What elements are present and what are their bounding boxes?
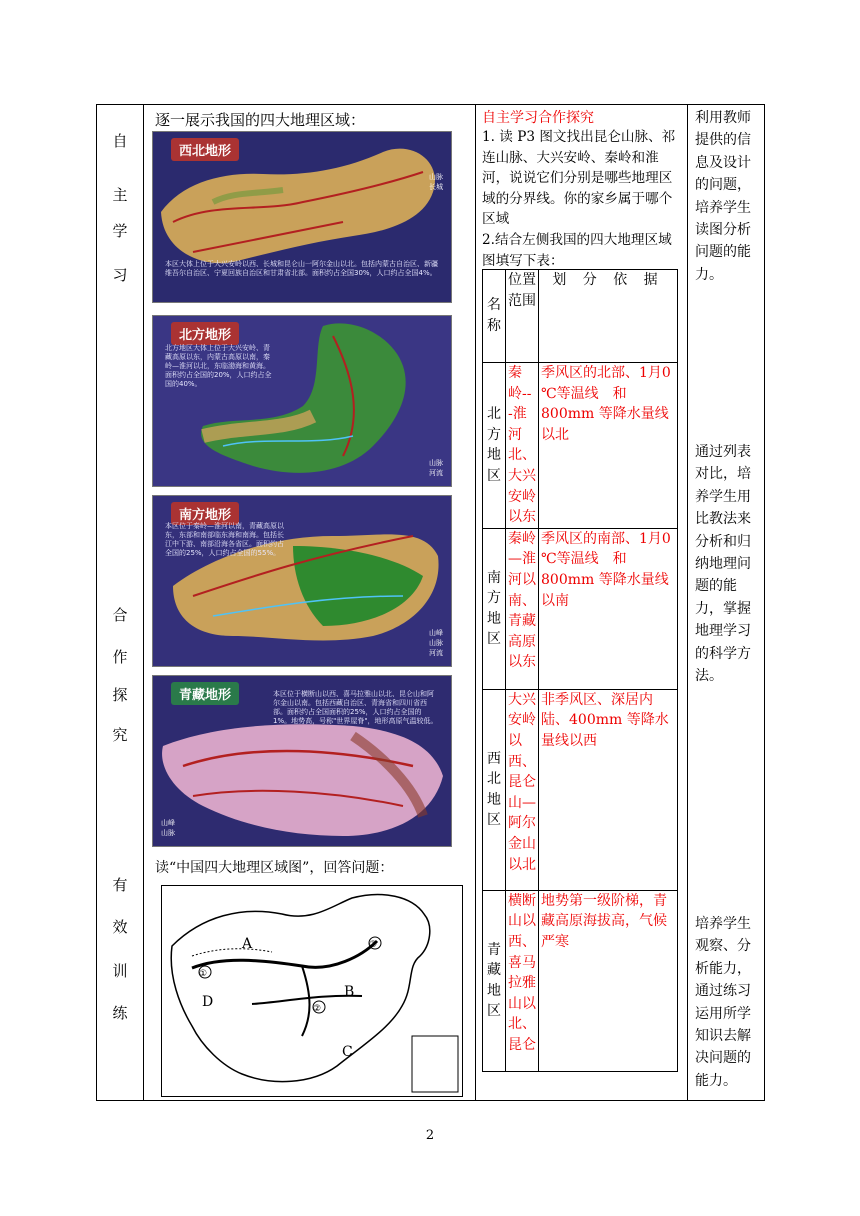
page-number: 2 — [425, 1128, 435, 1143]
table-header-row — [483, 270, 678, 363]
region-basis: 地势第一级阶梯，青藏高原海拔高，气候严寒 — [539, 890, 678, 1071]
regions-table — [482, 269, 678, 1072]
region-name: 青藏地区 — [483, 890, 506, 1071]
qinghai-tibet-map — [152, 675, 452, 847]
region-position: 秦岭---淮河北、大兴安岭以东 — [506, 363, 539, 529]
region-position: 大兴安岭以西、昆仑山—阿尔金山以北 — [506, 689, 539, 890]
north-map-caption: 北方地区大体上位于大兴安岭、青藏高原以东，内蒙古高原以南，秦岭—淮河以北，东临渤海和黄海。面积约占全国的20%，人口约占全国的40%。 — [165, 344, 272, 388]
qinghai-tibet-map-title: 青藏地形 — [171, 682, 239, 705]
side-label: 探 — [112, 686, 128, 704]
intent-note-2: 通过列表对比，培养学生用比教法来分析和归纳地理问题的能力，掌握地理学习的科学方法。 — [695, 444, 751, 685]
sketch-label-c: C — [342, 1044, 353, 1060]
table-row — [483, 528, 678, 689]
side-label: 作 — [112, 648, 128, 666]
lesson-table — [96, 104, 765, 1101]
region-basis: 季风区的南部、1月0 ℃等温线 和 800mm 等降水量线以南 — [539, 528, 678, 689]
north-map-title: 北方地形 — [171, 322, 239, 345]
side-label: 练 — [112, 1004, 128, 1022]
regions-outline — [162, 886, 462, 1096]
sketch-marker-2: ② — [313, 1004, 322, 1014]
north-map-legend: 山脉 河流 — [429, 459, 443, 477]
column-divider — [143, 105, 144, 1100]
side-label: 究 — [112, 726, 128, 744]
side-label: 学 — [112, 222, 128, 240]
south-map-legend: 山峰 山脉 河流 — [429, 629, 443, 657]
regions-sketch-map — [161, 885, 463, 1097]
header-basis: 划 分 依 据 — [539, 270, 678, 363]
region-basis: 季风区的北部、1月0 ℃等温线 和800mm 等降水量线以北 — [539, 363, 678, 529]
region-position: 横断山以西、喜马拉雅山以北、昆仑 — [506, 890, 539, 1071]
header-position: 位置范围 — [506, 270, 539, 363]
side-label: 合 — [112, 606, 128, 624]
header-name: 名称 — [483, 270, 506, 363]
side-label: 习 — [112, 266, 128, 284]
region-basis: 非季风区、深居内陆、400mm 等降水量线以西 — [539, 689, 678, 890]
south-map — [152, 495, 452, 667]
qinghai-tibet-map-legend: 山峰 山脉 — [161, 819, 175, 837]
region-name: 西北地区 — [483, 689, 506, 890]
side-label: 自 — [112, 132, 128, 150]
south-map-title: 南方地形 — [171, 502, 239, 525]
sketch-label-a: A — [242, 936, 253, 952]
side-label: 主 — [112, 186, 128, 204]
south-map-caption: 本区位于秦岭—淮河以南，青藏高原以东，东部和南部临东海和南海。包括长江中下游、南部沿海各省区。面积约占全国的25%，人口约占全国的55%。 — [165, 522, 284, 557]
column-divider — [687, 105, 688, 1100]
activity-heading: 自主学习合作探究 — [482, 110, 594, 126]
activity-text — [482, 127, 682, 271]
sketch-marker-1: ① — [199, 969, 208, 979]
intent-note-3: 培养学生观察、分析能力，通过练习运用所学知识去解决问题的能力。 — [695, 916, 751, 1089]
intent-note-1: 利用教师提供的信息及设计的问题，培养学生读图分析问题的能力。 — [695, 110, 751, 283]
region-position: 秦岭—淮河以南、青藏高原以东 — [506, 528, 539, 689]
sketch-label-b: B — [344, 984, 355, 1000]
table-row — [483, 890, 678, 1071]
northwest-map-caption: 本区大体上位于大兴安岭以西、长城和昆仑山一阿尔金山以北。包括内蒙古自治区、新疆维吾尔自治区、宁夏回族自治区和甘肃省北部。面积约占全国30%，人口约占全国4%。 — [165, 260, 438, 277]
side-label: 训 — [112, 962, 128, 980]
northwest-map-legend: 山脉 长城 — [429, 173, 443, 191]
north-map — [152, 315, 452, 487]
northwest-map-title: 西北地形 — [171, 138, 239, 161]
column-divider — [475, 105, 476, 1100]
table-row — [483, 363, 678, 529]
sketch-label-d: D — [202, 994, 214, 1010]
side-label: 效 — [112, 918, 128, 936]
region-name: 南方地区 — [483, 528, 506, 689]
intro-text: 逐一展示我国的四大地理区域： — [155, 111, 366, 129]
activity-question-2: 2.结合左侧我国的四大地理区域图填写下表： — [482, 231, 672, 269]
region-name: 北方地区 — [483, 363, 506, 529]
side-label: 有 — [112, 876, 128, 894]
activity-question-1: 1. 读 P3 图文找出昆仑山脉、祁连山脉、大兴安岭、秦岭和淮河，说说它们分别是哪些地理区域的分界线。你的家乡属于哪个区域 — [482, 129, 676, 228]
qinghai-tibet-map-caption: 本区位于横断山以西、喜马拉雅山以北、昆仑山和阿尔金山以南。包括西藏自治区、青海省和四川省西部。面积约占全国面积的25%，人口约占全国的1%。地势高，号称"世界屋脊"，地形高原气温较低。 — [273, 690, 438, 725]
question-text: 读“中国四大地理区域图”，回答问题： — [155, 860, 394, 876]
northwest-map — [152, 131, 452, 303]
sketch-marker-3: ③ — [369, 940, 378, 950]
table-row — [483, 689, 678, 890]
